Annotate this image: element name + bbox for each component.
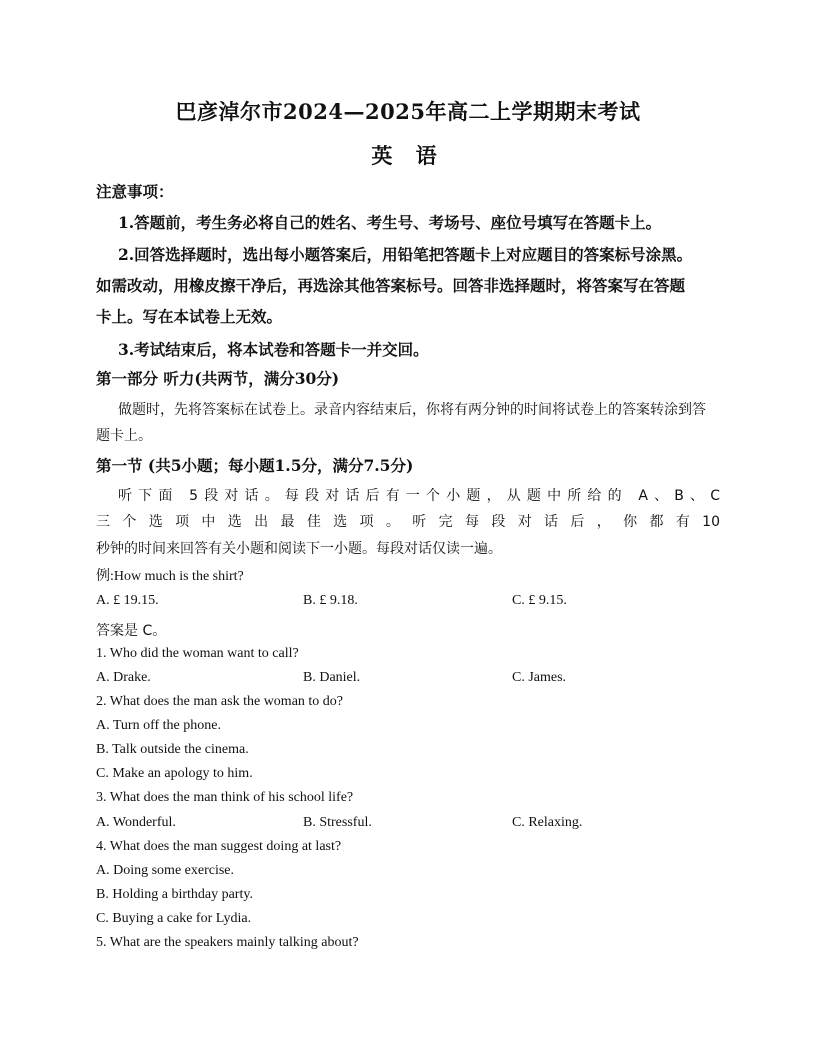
question-3-option-b: B. Stressful. [303, 815, 372, 830]
exam-subject: 英 语 [371, 143, 445, 168]
notes-item-2-line-1: 2.回答选择题时，选出每小题答案后，用铅笔把答题卡上对应题目的答案标号涂黑。 [118, 245, 693, 264]
question-2-option-c: C. Make an apology to him. [96, 766, 253, 781]
question-3: 3. What does the man think of his school life? [96, 790, 354, 805]
exam-title: 巴彦淖尔市2024—2025年高二上学期期末考试 [175, 99, 641, 124]
question-4-option-b: B. Holding a birthday party. [96, 887, 253, 902]
notes-item-2-line-2: 如需改动，用橡皮擦干净后，再选涂其他答案标号。回答非选择题时，将答案写在答题 [96, 276, 686, 295]
example-option-c: C. £ 9.15. [512, 593, 567, 608]
example-option-b: B. £ 9.18. [303, 593, 358, 608]
question-3-option-c: C. Relaxing. [512, 815, 583, 830]
notes-item-1: 1.答题前，考生务必将自己的姓名、考生号、考场号、座位号填写在答题卡上。 [118, 213, 662, 232]
question-1-option-c: C. James. [512, 670, 567, 685]
notes-heading: 注意事项： [96, 182, 174, 201]
part1-intro-line-1: 做题时，先将答案标在试卷上。录音内容结束后，你将有两分钟的时间将试卷上的答案转涂到答 [118, 402, 706, 418]
question-1-option-a: A. Drake. [96, 670, 151, 685]
section1-instructions-line-1: 听下面 5段对话。每段对话后有一个小题，从题中所给的 A、B、C [118, 488, 720, 504]
example-answer: 答案是 C。 [96, 623, 167, 639]
question-4-option-a: A. Doing some exercise. [96, 863, 235, 878]
question-1-option-b: B. Daniel. [303, 670, 361, 685]
part1-intro-line-2: 题卡上。 [96, 428, 152, 444]
notes-item-2-line-3: 卡上。写在本试卷上无效。 [96, 307, 283, 326]
question-5: 5. What are the speakers mainly talking about? [96, 935, 359, 950]
question-3-option-a: A. Wonderful. [96, 815, 176, 830]
section1-heading: 第一节 (共5小题；每小题1.5分，满分7.5分) [96, 456, 414, 475]
part1-heading: 第一部分 听力(共两节，满分30分) [96, 369, 340, 388]
question-2-option-b: B. Talk outside the cinema. [96, 742, 249, 757]
question-2-option-a: A. Turn off the phone. [96, 718, 221, 733]
question-1: 1. Who did the woman want to call? [96, 646, 299, 661]
example-question: 例:How much is the shirt? [96, 569, 244, 584]
notes-item-3: 3.考试结束后，将本试卷和答题卡一并交回。 [118, 340, 429, 359]
question-4: 4. What does the man suggest doing at last? [96, 839, 342, 854]
section1-instructions-line-2: 三 个 选 项 中 选 出 最 佳 选 项 。 听 完 每 段 对 话 后 ， 你 都 有 10 [96, 514, 720, 530]
example-option-a: A. £ 19.15. [96, 593, 159, 608]
question-2: 2. What does the man ask the woman to do? [96, 694, 344, 709]
section1-instructions-line-3: 秒钟的时间来回答有关小题和阅读下一小题。每段对话仅读一遍。 [96, 541, 502, 557]
question-4-option-c: C. Buying a cake for Lydia. [96, 911, 252, 926]
